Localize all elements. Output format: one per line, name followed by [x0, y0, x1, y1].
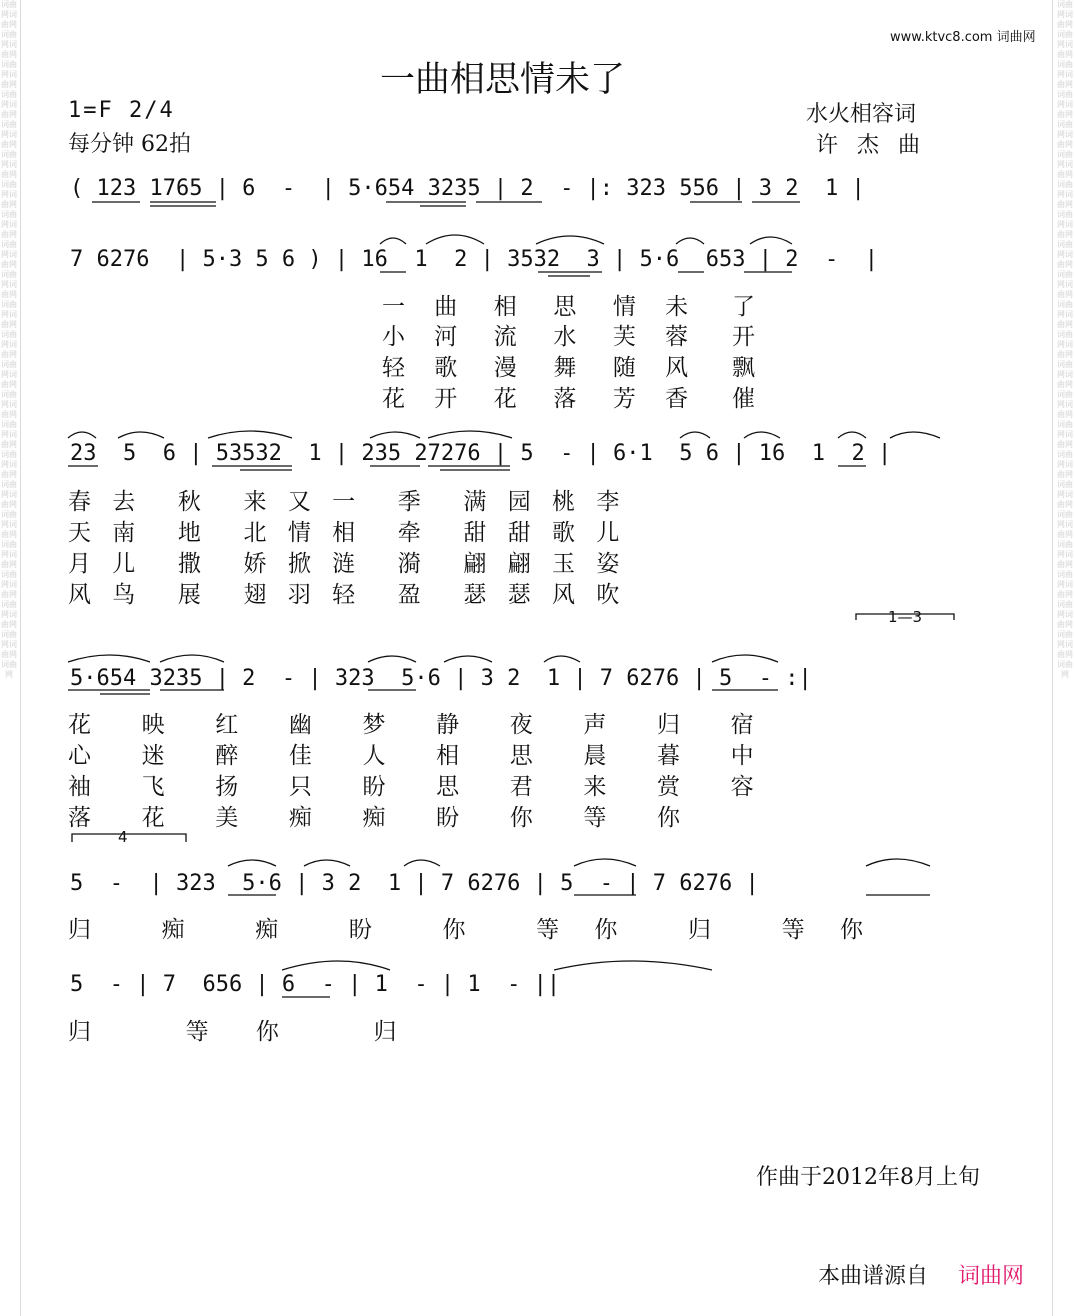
tempo-marking: 每分钟 62拍 — [68, 132, 191, 157]
lyric-verse-1: 春 去 秋 来 又 一 季 满 园 桃 李 — [68, 489, 620, 515]
volta-label-4: 4 — [118, 828, 128, 846]
key-time-signature: 1=F 2/4 — [68, 98, 175, 123]
lyric-verse-3: 轻 歌 漫 舞 随 风 飘 — [382, 355, 756, 381]
lyric-verse-3: 月 儿 撒 娇 掀 涟 漪 翩 翩 玉 姿 — [68, 551, 620, 577]
lyric-verse-1: 花 映 红 幽 梦 静 夜 声 归 宿 — [68, 712, 754, 738]
site-watermark[interactable]: www.ktvc8.com 词曲网 — [890, 30, 1036, 45]
lyric-line: 归 等 你 归 — [68, 1019, 397, 1045]
left-watermark-strip: 词曲网词曲网词曲网词曲网词曲网词曲网词曲网词曲网词曲网词曲网词曲网词曲网词曲网词曲网词曲网词曲网词曲网词曲网词曲网词曲网词曲网词曲网词曲网词曲网词曲网词曲网词曲网词曲网词曲网词曲网词曲网词曲网词曲网词曲网词曲网词曲网词曲网词曲网词曲网词曲网词曲网词曲网词曲网词曲网词曲网 — [1, 0, 17, 679]
lyric-verse-1: 一 曲 相 思 情 未 了 — [382, 294, 756, 320]
lyric-verse-2: 天 南 地 北 情 相 牵 甜 甜 歌 儿 — [68, 520, 620, 546]
lyric-line: 归 痴 痴 盼 你 等 你 归 等 你 — [68, 917, 863, 943]
lyricist-credit: 水火相容词 — [806, 102, 917, 127]
song-title: 一曲相思情未了 — [380, 60, 626, 100]
lyric-verse-4: 花 开 花 落 芳 香 催 — [382, 386, 756, 412]
lyric-verse-2: 心 迷 醉 佳 人 相 思 晨 暮 中 — [68, 743, 754, 769]
lyric-verse-4: 落 花 美 痴 痴 盼 你 等 你 — [68, 805, 680, 831]
right-watermark-strip: 词曲网词曲网词曲网词曲网词曲网词曲网词曲网词曲网词曲网词曲网词曲网词曲网词曲网词曲网词曲网词曲网词曲网词曲网词曲网词曲网词曲网词曲网词曲网词曲网词曲网词曲网词曲网词曲网词曲网词曲网词曲网词曲网词曲网词曲网词曲网词曲网词曲网词曲网词曲网词曲网词曲网词曲网词曲网词曲网词曲网 — [1057, 0, 1073, 679]
source-site-link[interactable]: 词曲网 — [958, 1264, 1025, 1289]
lyric-verse-3: 袖 飞 扬 只 盼 思 君 来 赏 容 — [68, 774, 754, 800]
notation-line: 5 - | 7 656 | 6 - | 1 - | 1 - || — [70, 972, 561, 997]
composition-date-note: 作曲于2012年8月上旬 — [756, 1165, 980, 1190]
notation-line: ( 123 1765 | 6 - | 5·654 3235 | 2 - |: 323 556 | 3 2 1 | — [70, 176, 865, 201]
notation-line: 5 - | 323 5·6 | 3 2 1 | 7 6276 | 5 - | 7 6276 | — [70, 871, 759, 896]
notation-line: 7 6276 | 5·3 5 6 ) | 16 1 2 | 3532 3 | 5·6 653 | 2 - | — [70, 247, 878, 272]
source-prefix: 本曲谱源自 — [818, 1264, 929, 1289]
volta-label-1-3: 1—3 — [888, 608, 923, 626]
composer-credit: 许 杰 曲 — [816, 133, 926, 158]
lyric-verse-2: 小 河 流 水 芙 蓉 开 — [382, 324, 756, 350]
notation-line: 23 5 6 | 53532 1 | 235 27276 | 5 - | 6·1 5 6 | 16 1 2 | — [70, 441, 892, 466]
notation-line: 5·654 3235 | 2 - | 323 5·6 | 3 2 1 | 7 6276 | 5 - :| — [70, 666, 812, 691]
lyric-verse-4: 风 鸟 展 翅 羽 轻 盈 瑟 瑟 风 吹 — [68, 582, 620, 608]
